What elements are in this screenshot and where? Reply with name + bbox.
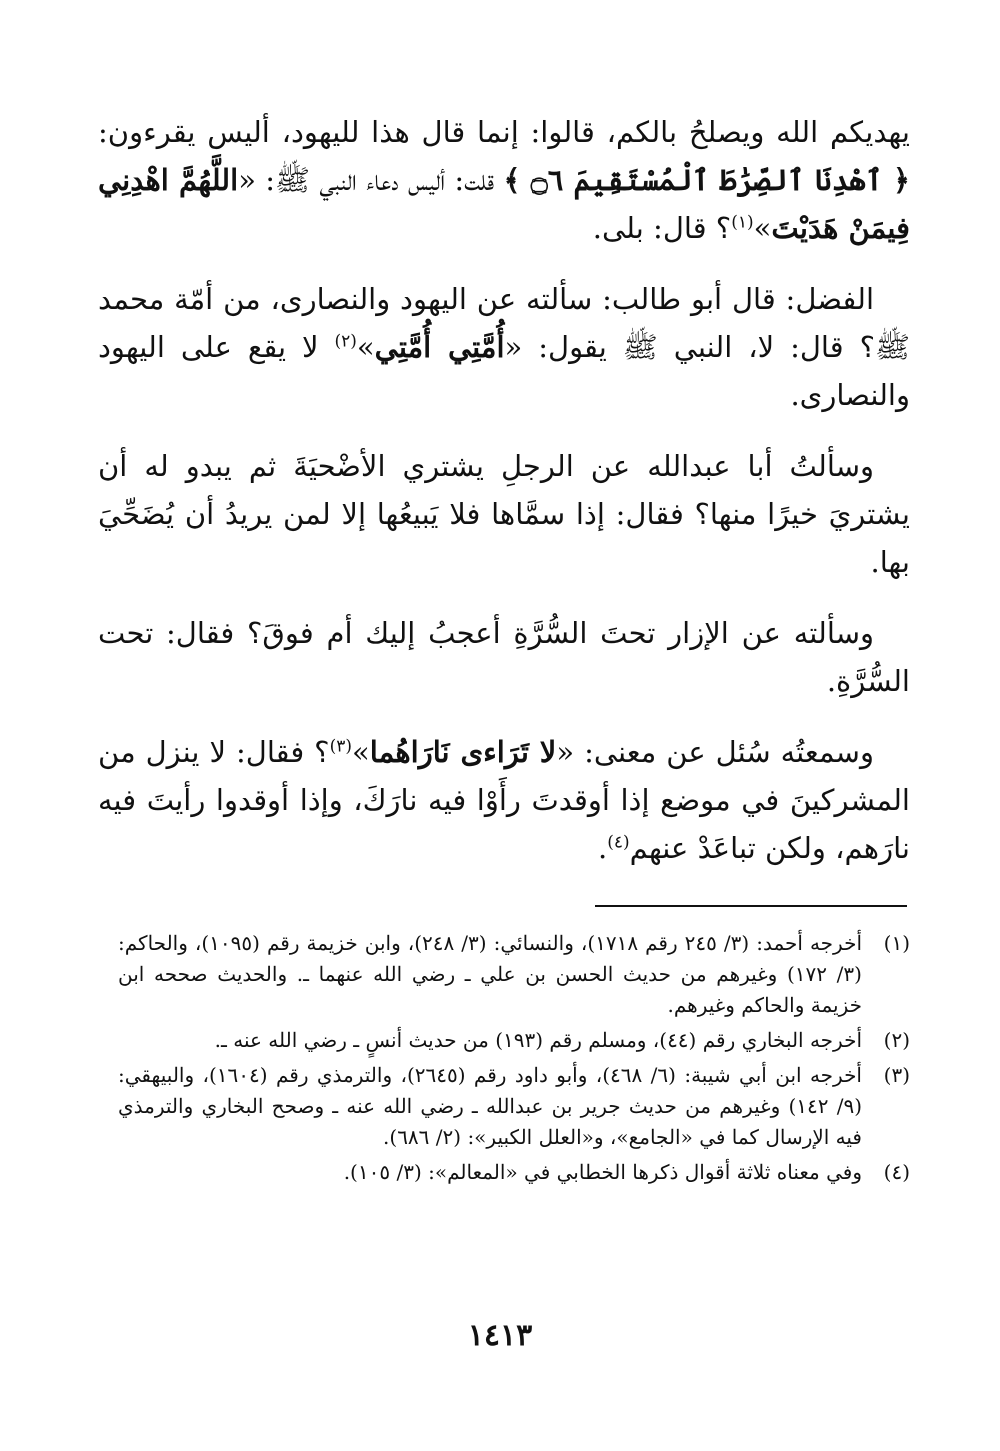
paragraph-text: قلت: أليس دعاء النبي ﷺ: « [238,163,504,197]
paragraph-text: . [598,831,608,865]
footnote-number: (٢) [883,1028,910,1052]
quoted-text: اللَّهُمَّ اهْدِنِي فِيمَنْ هَدَيْتَ [98,163,910,245]
paragraph [98,108,910,252]
paragraph-text: » [356,330,375,364]
quoted-text: لا تَرَاءى نَارَاهُما [369,735,557,769]
footnote-number: (٣) [883,1063,910,1087]
footnote-ref: (١) [731,212,754,233]
footnotes-section [118,928,910,1192]
footnote-ref: (٢) [334,331,357,352]
quoted-text: ﴿ ٱهْدِنَا ٱلصِّرَٰطَ ٱلْمُسْتَقِيمَ ۝٦ ﴾ [503,163,910,197]
footnote-separator [595,905,907,907]
footnote-ref: (٤) [607,832,630,853]
footnote-number: (٤) [883,1160,910,1184]
footnote [118,1157,910,1188]
paragraph-text: ؟ قال: بلى. [592,211,732,245]
quoted-text: أُمَّتِي أُمَّتِي [374,330,505,364]
paragraph [98,728,910,872]
paragraph-text: يهديكم الله ويصلحُ بالكم، قالوا: إنما قال هذا لليهود، أليس يقرءون: [98,115,910,149]
footnote-text: وفي معناه ثلاثة أقوال ذكرها الخطابي في «المعالم»: (٣/ ١٠٥). [343,1160,862,1184]
paragraph-text: » [753,211,772,245]
footnote-number: (١) [883,931,910,955]
paragraph-text: » [352,735,370,769]
paragraph [98,275,910,419]
footnote-text: أخرجه أحمد: (٣/ ٢٤٥ رقم ١٧١٨)، والنسائي: (٣/ ٢٤٨)، وابن خزيمة رقم (١٠٩٥)، والحاكم: (٣/ ١٧٢) وغيرهم من حديث الحسن بن علي ـ رضي الله عنهما ـ. والحديث صححه ابن خزيمة والحاكم وغيرهم. [118,931,862,1017]
paragraph [98,442,910,586]
footnote-text: أخرجه البخاري رقم (٤٤)، ومسلم رقم (١٩٣) من حديث أنسٍ ـ رضي الله عنه ـ. [214,1028,862,1052]
paragraph-text: وسمعتُه سُئل عن معنى: « [556,735,874,769]
footnote [118,1025,910,1056]
footnote-ref: (٣) [329,736,352,757]
paragraph [98,609,910,705]
paragraph-text: لا يقع على اليهود والنصارى. [98,330,910,412]
footnote-text: أخرجه ابن أبي شيبة: (٦/ ٤٦٨)، وأبو داود رقم (٢٦٤٥)، والترمذي رقم (١٦٠٤)، والبيهقي: (٩/ ١٤٢) وغيرهم من حديث جرير بن عبدالله ـ رضي الله عنه ـ وصحح البخاري والترمذي فيه الإرسال كما في «الجامع»، و«العلل الكبير»: (٢/ ٦٨٦). [118,1063,862,1149]
footnote [118,928,910,1021]
main-text [98,108,910,895]
paragraph-text: وسألتُ أبا عبدالله عن الرجلِ يشتري الأضْحيَةَ ثم يبدو له أن يشتريَ خيرًا منها؟ فقال: إذا سمَّاها فلا يَبيعُها إلا لمن يريدُ أن يُضَحِّيَ بها. [98,449,910,579]
paragraph-text: ؟ فقال: لا ينزل من المشركينَ في موضع إذا أوقدتَ رأَوْا فيه نارَكَ، وإذا أوقدوا رأيتَ فيه نارَهم، ولكن تباعَدْ عنهم [98,735,910,865]
page-number: ١٤١٣ [467,1318,533,1353]
footnote [118,1060,910,1153]
paragraph-text: وسألته عن الإزار تحتَ السُّرَّةِ أعجبُ إليك أم فوقَ؟ فقال: تحت السُّرَّةِ. [98,616,910,698]
paragraph-text: الفضل: قال أبو طالب: سألته عن اليهود والنصارى، من أمّة محمد ﷺ؟ قال: لا، النبي ﷺ يقول: « [98,282,910,364]
